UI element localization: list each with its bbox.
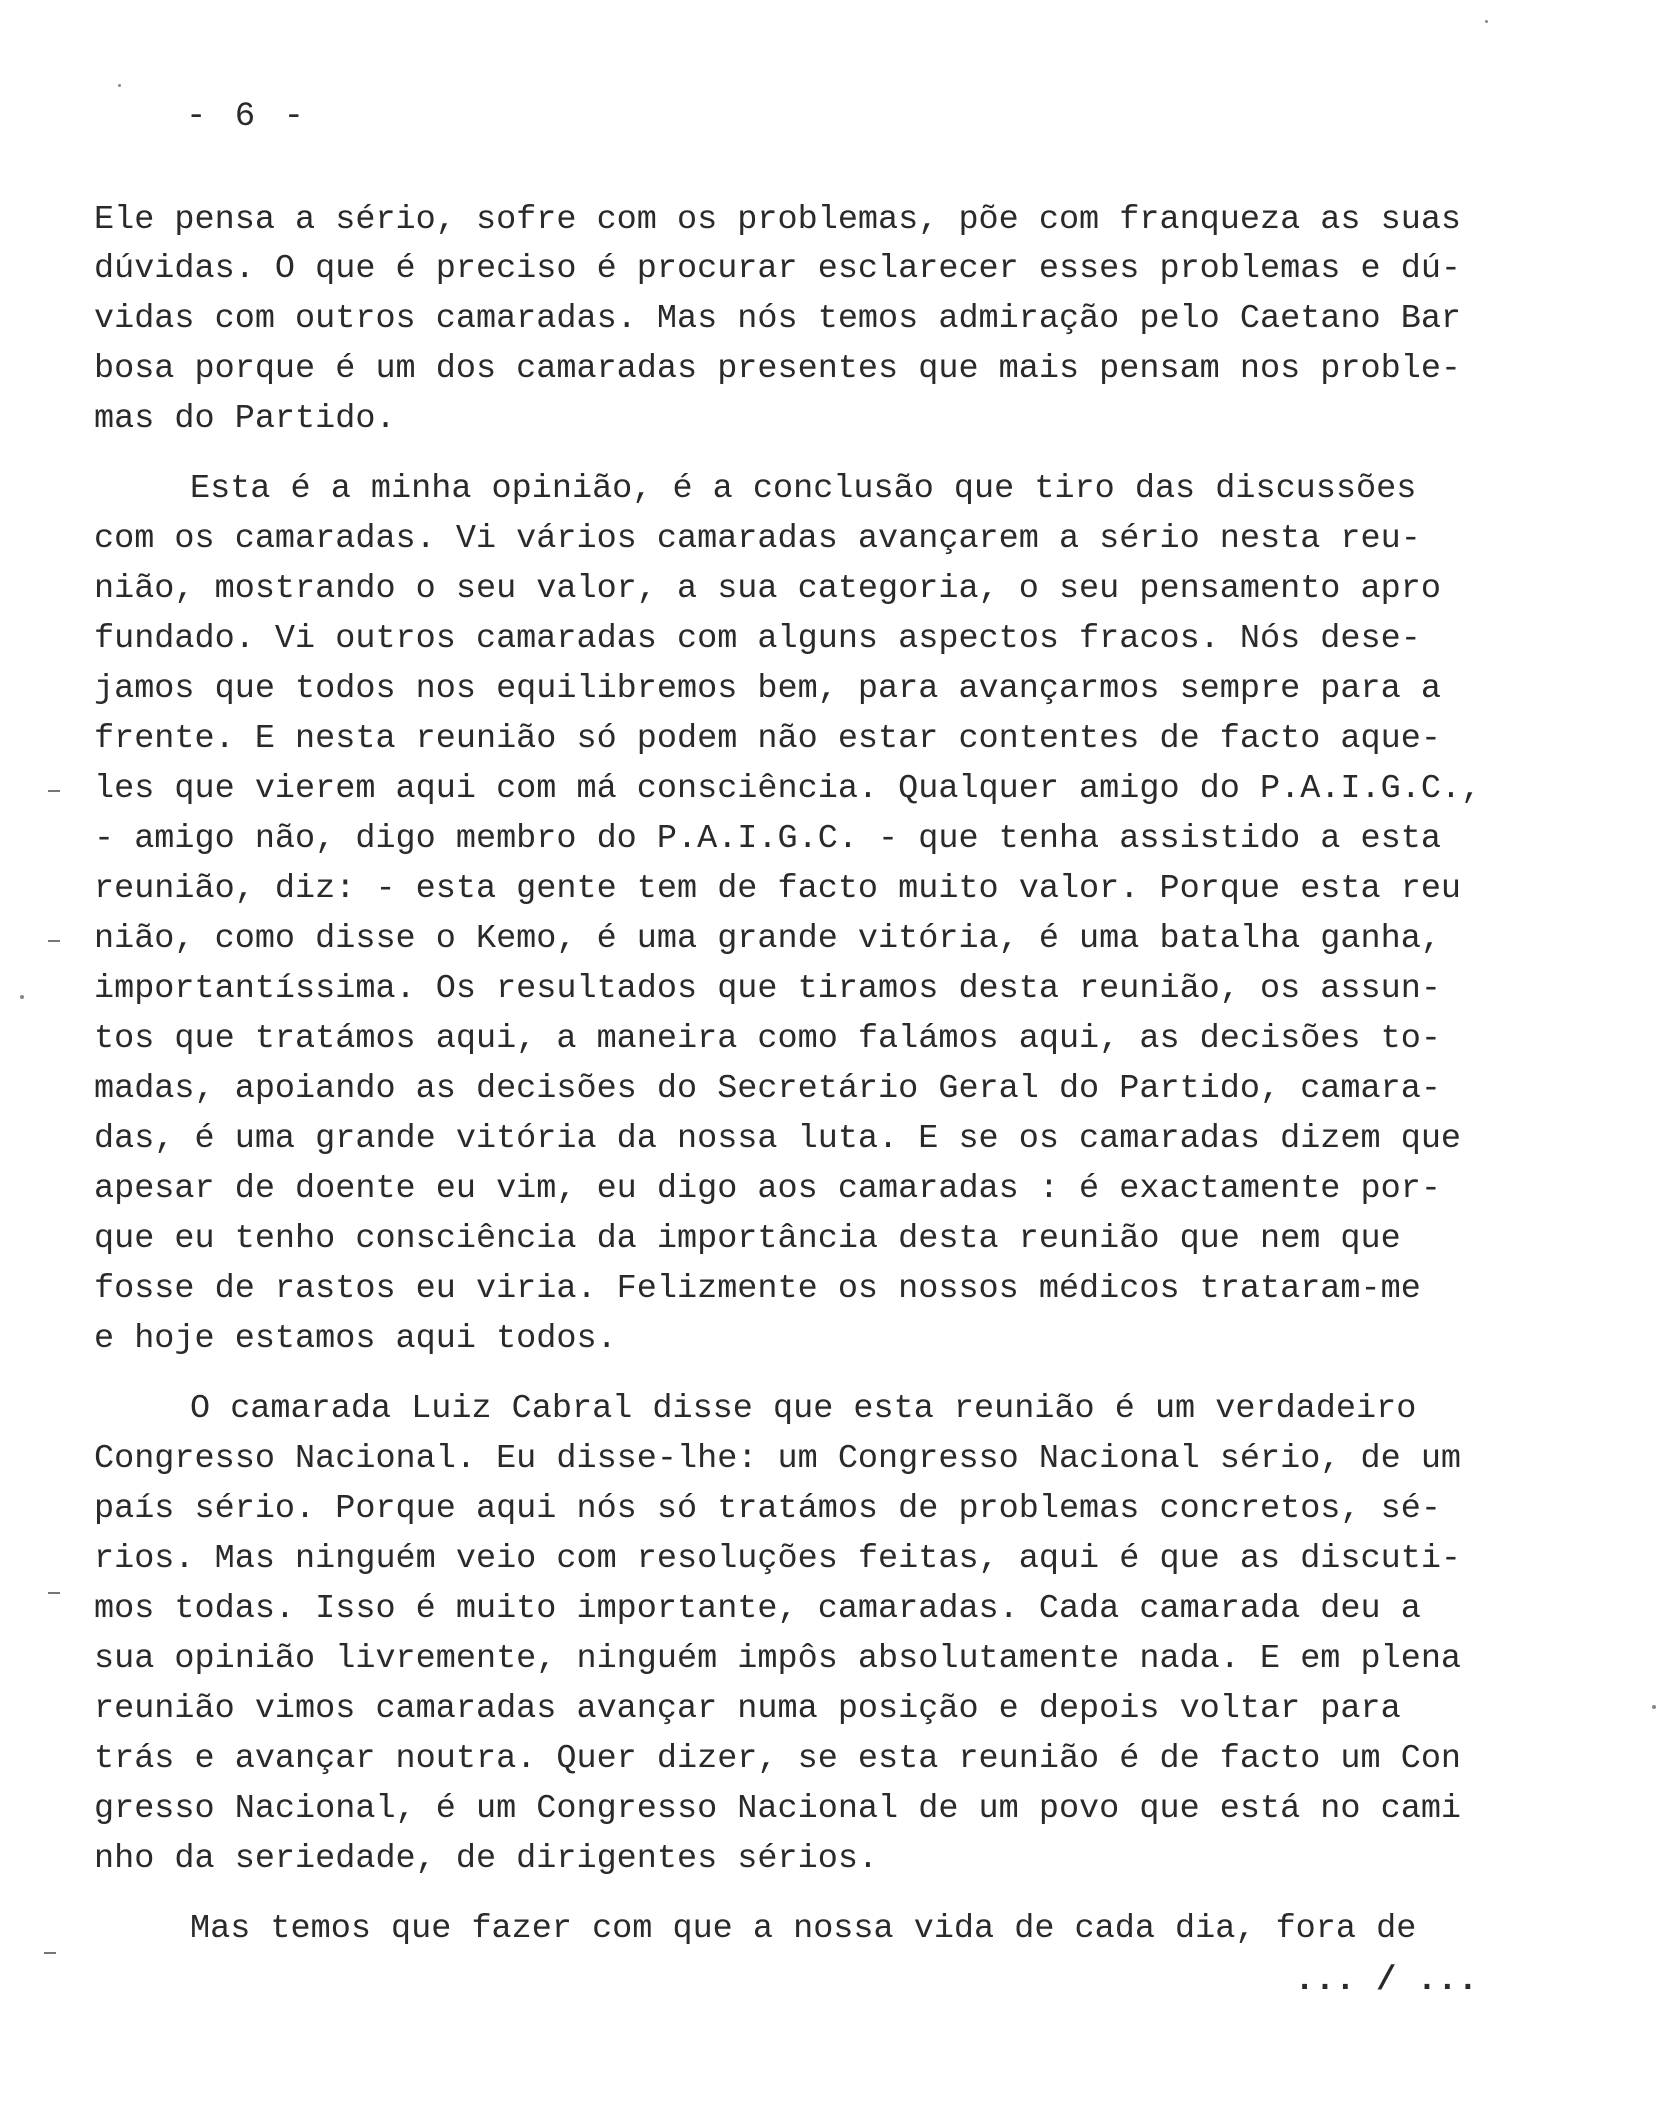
text-line: fundado. Vi outros camaradas com alguns aspectos fracos. Nós dese- <box>94 620 1421 658</box>
text-line: Ele pensa a sério, sofre com os problemas, põe com franqueza as suas <box>94 201 1462 239</box>
text-line: apesar de doente eu vim, eu digo aos camaradas : é exactamente por- <box>94 1170 1441 1208</box>
text-line: mas do Partido. <box>94 400 396 438</box>
text-line: sua opinião livremente, ninguém impôs absolutamente nada. E em plena <box>94 1640 1462 1678</box>
text-line: e hoje estamos aqui todos. <box>94 1320 617 1358</box>
text-line: trás e avançar noutra. Quer dizer, se esta reunião é de facto um Con <box>94 1740 1462 1778</box>
paragraph-first-line: Esta é a minha opinião, é a conclusão que tiro das discussões <box>190 470 1417 508</box>
scan-mark <box>44 1952 56 1954</box>
scan-mark <box>48 790 60 792</box>
text-line: das, é uma grande vitória da nossa luta. E se os camaradas dizem que <box>94 1120 1462 1158</box>
text-line: gresso Nacional, é um Congresso Nacional de um povo que está no cami <box>94 1790 1462 1828</box>
text-line: mos todas. Isso é muito importante, camaradas. Cada camarada deu a <box>94 1590 1421 1628</box>
text-line: importantíssima. Os resultados que tiramos desta reunião, os assun- <box>94 970 1441 1008</box>
page-number: - 6 - <box>186 98 309 136</box>
scan-speck <box>1652 1705 1656 1709</box>
continuation-mark: ... / ... <box>1294 1962 1478 2000</box>
text-line: dúvidas. O que é preciso é procurar esclarecer esses problemas e dú- <box>94 250 1462 288</box>
text-line: fosse de rastos eu viria. Felizmente os nossos médicos trataram-me <box>94 1270 1421 1308</box>
text-line: com os camaradas. Vi vários camaradas avançarem a sério nesta reu- <box>94 520 1421 558</box>
text-line: rios. Mas ninguém veio com resoluções feitas, aqui é que as discuti- <box>94 1540 1462 1578</box>
text-line: bosa porque é um dos camaradas presentes que mais pensam nos proble- <box>94 350 1462 388</box>
text-line: que eu tenho consciência da importância desta reunião que nem que <box>94 1220 1401 1258</box>
text-line: reunião vimos camaradas avançar numa posição e depois voltar para <box>94 1690 1401 1728</box>
text-line: país sério. Porque aqui nós só tratámos de problemas concretos, sé- <box>94 1490 1441 1528</box>
scan-mark <box>48 1592 60 1594</box>
paragraph-first-line: Mas temos que fazer com que a nossa vida de cada dia, fora de <box>190 1910 1417 1948</box>
text-line: reunião, diz: - esta gente tem de facto muito valor. Porque esta reu <box>94 870 1462 908</box>
text-line: nião, como disse o Kemo, é uma grande vitória, é uma batalha ganha, <box>94 920 1441 958</box>
text-line: jamos que todos nos equilibremos bem, para avançarmos sempre para a <box>94 670 1441 708</box>
scan-speck <box>20 995 24 999</box>
text-line: nho da seriedade, de dirigentes sérios. <box>94 1840 879 1878</box>
scan-mark <box>48 940 60 942</box>
text-line: nião, mostrando o seu valor, a sua categoria, o seu pensamento apro <box>94 570 1441 608</box>
text-line: - amigo não, digo membro do P.A.I.G.C. - que tenha assistido a esta <box>94 820 1441 858</box>
text-line: madas, apoiando as decisões do Secretário Geral do Partido, camara- <box>94 1070 1441 1108</box>
text-line: Congresso Nacional. Eu disse-lhe: um Congresso Nacional sério, de um <box>94 1440 1462 1478</box>
scan-speck <box>1485 20 1488 23</box>
scan-speck <box>118 84 121 87</box>
text-line: tos que tratámos aqui, a maneira como falámos aqui, as decisões to- <box>94 1020 1441 1058</box>
text-line: les que vierem aqui com má consciência. Qualquer amigo do P.A.I.G.C., <box>94 770 1482 808</box>
paragraph-first-line: O camarada Luiz Cabral disse que esta reunião é um verdadeiro <box>190 1390 1417 1428</box>
text-line: frente. E nesta reunião só podem não estar contentes de facto aque- <box>94 720 1441 758</box>
text-line: vidas com outros camaradas. Mas nós temos admiração pelo Caetano Bar <box>94 300 1462 338</box>
